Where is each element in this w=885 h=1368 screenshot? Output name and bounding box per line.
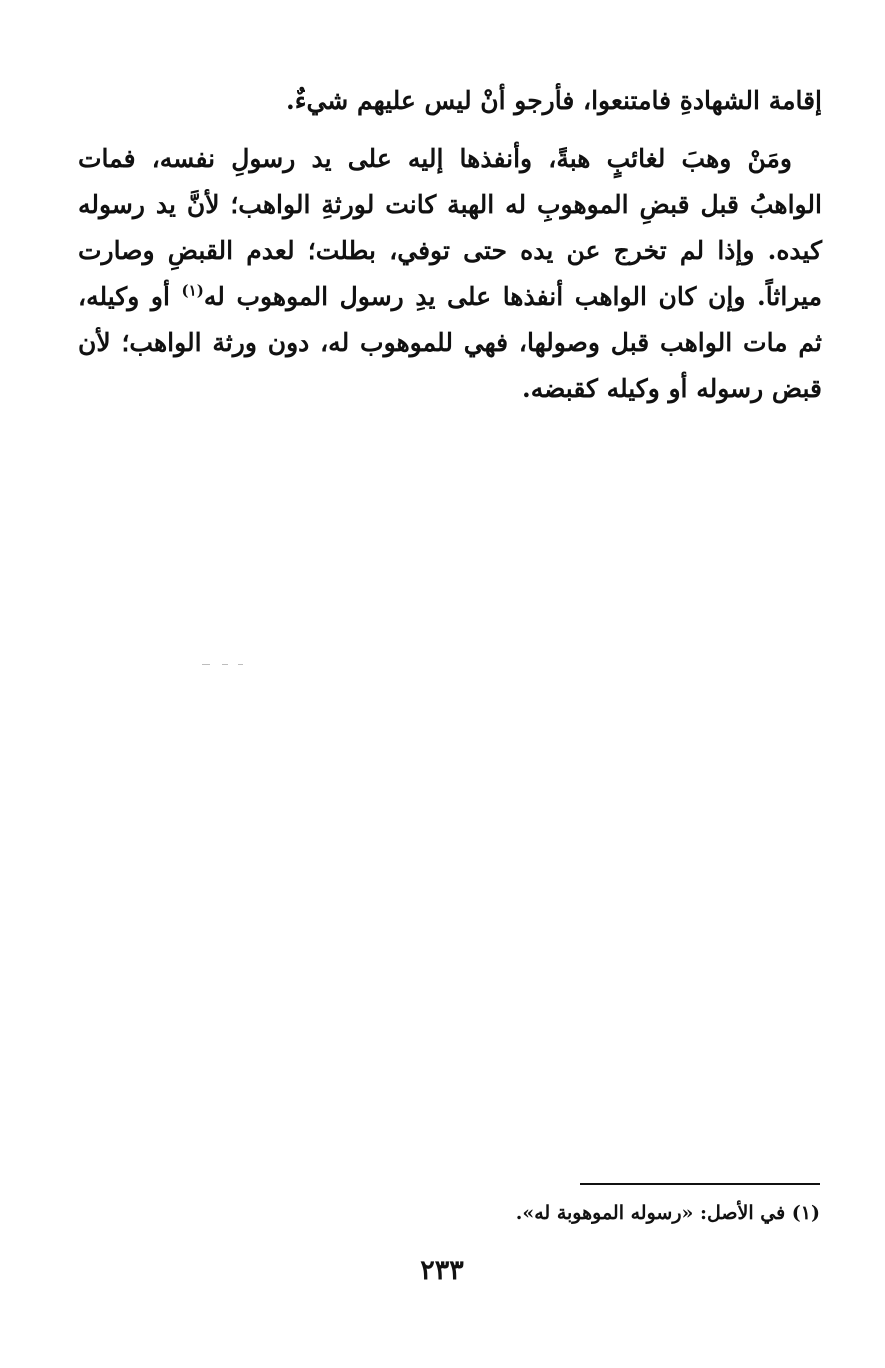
paragraph-2-text-a: ومَنْ وهبَ لغائبٍ هبةً، وأنفذها إليه على يد رسولِ نفسه، فمات الواهبُ قبل قبضِ الموهوبِ له الهبة كانت لورثةِ الواهب؛ لأنَّ يد رسوله كيده. وإذا لم تخرج عن يده حتى توفي، بطلت؛ لعدم القبضِ وصارت ميراثاً. وإن كان الواهب أنفذها على يدِ رسول الموهوب له xyxy=(78,144,823,311)
scan-speck xyxy=(202,664,210,665)
paragraph-1-text: إقامة الشهادةِ فامتنعوا، فأرجو أنْ ليس عليهم شيءٌ. xyxy=(286,86,822,115)
paragraph-1 xyxy=(78,78,822,124)
scan-speck xyxy=(222,664,228,665)
footnote-separator xyxy=(580,1183,820,1185)
scan-speck xyxy=(238,664,243,665)
paragraph-2-text-b: أو وكيله، ثم مات الواهب قبل وصولها، فهي للموهوب له، دون ورثة الواهب؛ لأن قبض رسوله أو وكيله كقبضه. xyxy=(78,282,822,403)
footnote-1: (١) في الأصل: «رسوله الموهوبة له». xyxy=(515,1202,820,1224)
main-text xyxy=(78,78,822,412)
page-number: ٢٣٣ xyxy=(420,1255,464,1286)
paragraph-2 xyxy=(78,136,822,412)
footnote-reference: (١) xyxy=(181,281,204,300)
